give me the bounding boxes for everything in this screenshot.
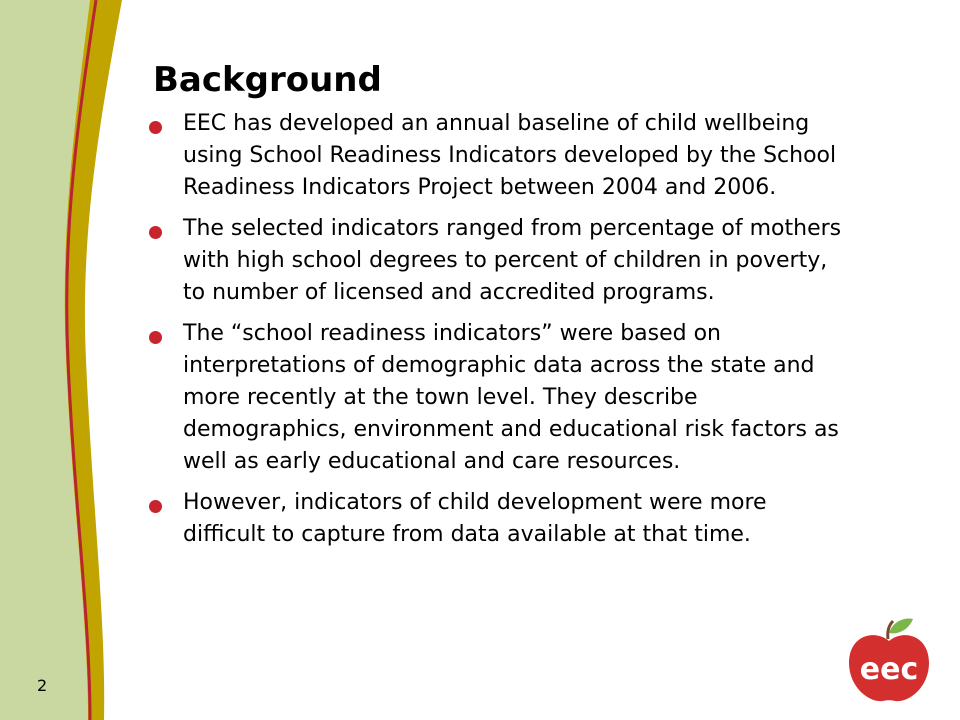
bullet-text: EEC has developed an annual baseline of child wellbeing using School Readiness Indicators developed by the School Readiness Indicators Project between 2004 and 2006. <box>183 111 837 200</box>
bullet-dot-icon <box>149 331 162 344</box>
sidebar-decoration <box>0 0 130 720</box>
bullet-dot-icon <box>149 226 162 239</box>
bullet-item <box>147 487 847 551</box>
bullet-item <box>147 213 847 309</box>
bullet-text: The “school readiness indicators” were based on interpretations of demographic data across the state and more recently at the town level. They describe demographics, environment and educational risk factors as well as early educational and care resources. <box>183 321 839 474</box>
bullet-item <box>147 108 847 204</box>
page-number: 2 <box>37 676 48 695</box>
bullet-dot-icon <box>149 500 162 513</box>
bullet-list <box>147 108 847 560</box>
bullet-dot-icon <box>149 121 162 134</box>
bullet-item <box>147 318 847 478</box>
eec-apple-logo <box>845 615 933 705</box>
bullet-text: The selected indicators ranged from percentage of mothers with high school degrees to percent of children in poverty, to number of licensed and accredited programs. <box>183 216 842 305</box>
bullet-text: However, indicators of child development were more difficult to capture from data available at that time. <box>183 490 767 547</box>
logo-text: eec <box>859 652 919 687</box>
slide-title: Background <box>153 60 382 100</box>
